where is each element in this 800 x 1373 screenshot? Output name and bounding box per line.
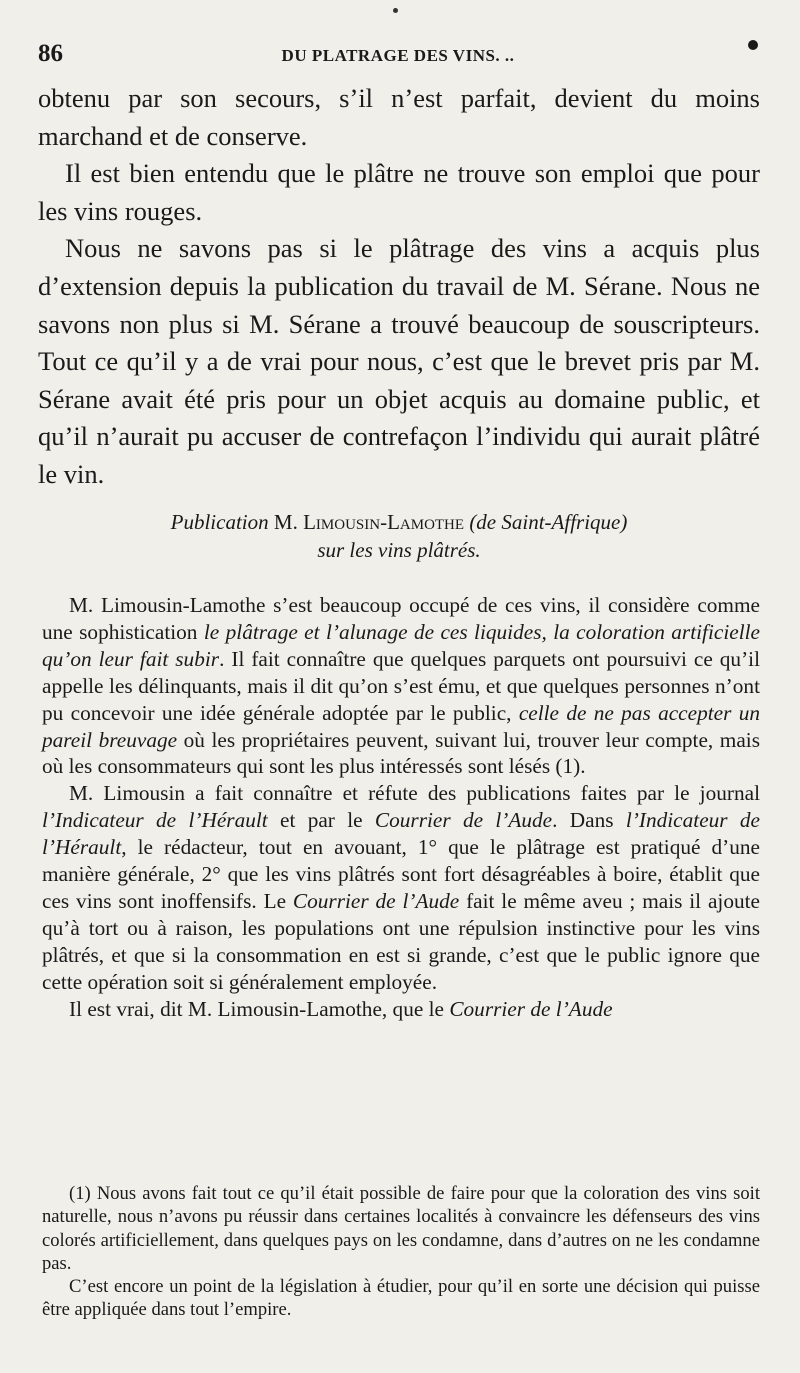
paragraph: Nous ne savons pas si le plâtrage des vins a acquis plus d’extension depuis la publication du travail de M. Sérane. Nous ne savons non plus si M. Sérane a trouvé beaucoup de souscripteurs. Tout ce qu’il y a de vrai pour nous, c’est que le brevet pris par M. Sérane avait été pris pour un objet acquis au domaine public, et qu’il n’aurait pu accuser de contrefaçon l’individu qui aurait plâtré le vin. — [38, 233, 760, 489]
heading-label: Publication — [170, 510, 269, 534]
text-run: où les propriétaires peuvent, suivant lui, trouver leur compte, mais où les consommateurs qui sont les plus intéressés sont lésés (1). — [42, 727, 760, 779]
text-run: , le rédacteur, tout en avouant, 1° que le plâtrage est pratiqué d’une manière générale, 2° que les vins plâtrés sont fort désagréables à boire, établit que ces vins sont inoffensifs. Le — [42, 835, 760, 913]
heading-origin: (de Saint-Affrique) — [469, 510, 628, 534]
section-heading — [38, 508, 760, 564]
paragraph — [42, 996, 760, 1023]
italic-run: Courrier de l’Aude — [292, 888, 460, 913]
text-run: fait le même aveu ; mais il ajoute qu’à tort ou à raison, les populations ont une répulsion instinctive pour les vins plâtrés, et que si la consommation en est si grande, c’est que le public ignore que cette opération soit si généralement employée. — [42, 888, 760, 994]
heading-subject: sur les vins plâtrés. — [317, 538, 481, 562]
paragraph — [42, 592, 760, 780]
running-title: DU PLATRAGE DES VINS. .. — [281, 46, 515, 65]
footnote: C’est encore un point de la législation à étudier, pour qu’il en sorte une décision qui puisse être appliquée dans tout l’empire. — [42, 1276, 760, 1321]
page-header — [38, 40, 758, 80]
heading-author: Limousin-Lamothe — [303, 510, 465, 534]
footnote: (1) Nous avons fait tout ce qu’il était possible de faire pour que la coloration des vins soit naturelle, nous n’avons pu réussir dans certaines localités à convaincre les défenseurs des vins colorés artificiellement, dans quelques pays on les condamne, dans d’autres on ne les condamne pas. — [42, 1183, 760, 1274]
heading-line-1 — [38, 508, 760, 536]
paragraph: Il est bien entendu que le plâtre ne trouve son emploi que pour les vins rouges. — [38, 158, 760, 226]
text-run: M. Limousin-Lamothe s’est beaucoup occupé de ces vins, il considère comme une sophistication — [42, 593, 760, 644]
paragraph — [42, 780, 760, 995]
ink-speck — [393, 8, 398, 13]
text-run: M. Limousin a fait connaître et réfute des publications faites par le journal — [69, 781, 760, 806]
text-run: . Il fait connaître que quelques parquets ont poursuivi ce qu’il appelle les délinquants, mais il dit qu’on s’est ému, et que quelques personnes n’ont pu concevoir une idée générale adoptée par le public, — [42, 646, 760, 725]
text-run: Il est vrai, dit M. Limousin-Lamothe, que le — [69, 996, 450, 1021]
heading-abbr: M. — [273, 510, 298, 534]
text-run: et par le — [267, 808, 375, 833]
page-number: 86 — [38, 40, 63, 67]
section-text — [42, 592, 760, 1023]
footnotes — [42, 1182, 760, 1322]
italic-run: l’Indicateur de l’Hérault — [42, 808, 268, 833]
italic-run: le plâtrage et l’alunage de ces liquides, la coloration artificielle qu’on leur fait subir — [42, 619, 760, 671]
text-run: . Dans — [552, 808, 626, 833]
italic-run: Courrier de l’Aude — [449, 996, 613, 1021]
italic-run: l’Indicateur de l’Hérault — [42, 808, 760, 860]
italic-run: celle de ne pas accepter un pareil breuvage — [42, 700, 760, 752]
paragraph: obtenu par son secours, s’il n’est parfait, devient du moins marchand et de conserve. — [38, 83, 760, 151]
ink-dot — [748, 40, 758, 50]
italic-run: Courrier de l’Aude — [374, 808, 553, 833]
main-text — [38, 80, 760, 494]
